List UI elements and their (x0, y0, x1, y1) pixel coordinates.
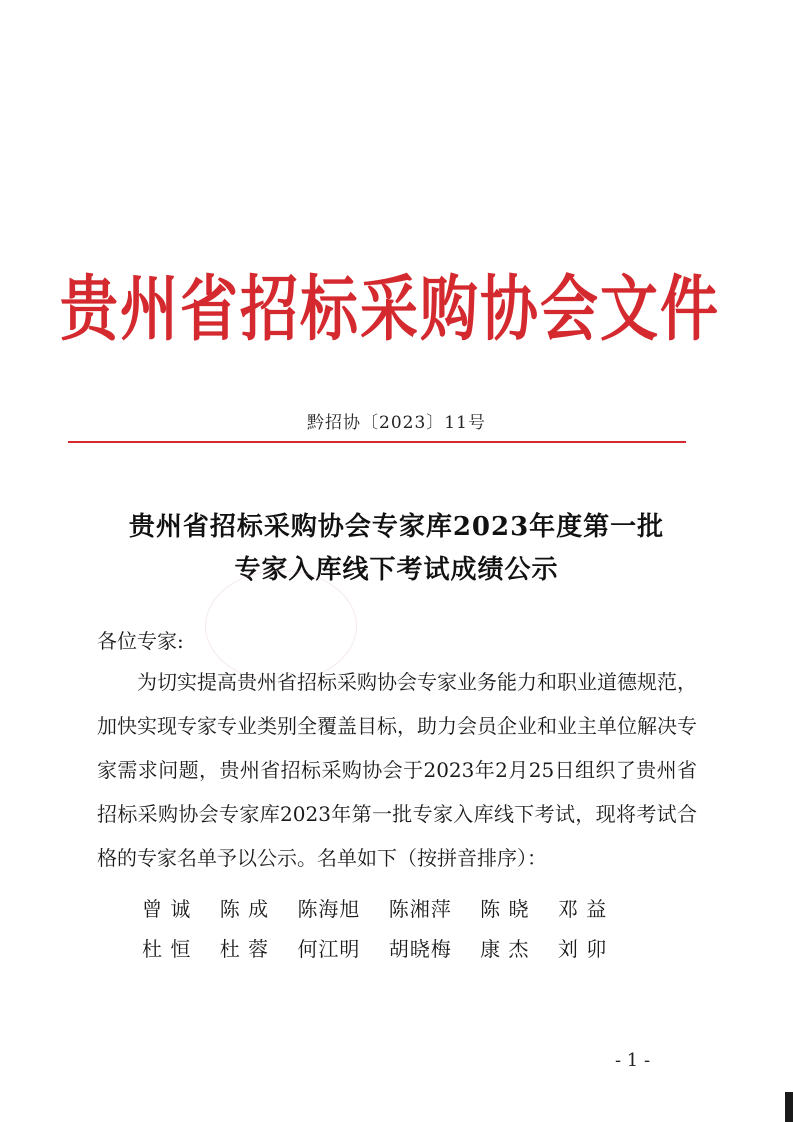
name-list-row-1 (142, 893, 629, 922)
expert-name: 曾 诚 (142, 897, 192, 921)
expert-name: 何江明 (297, 937, 361, 961)
notice-title-line-2: 专家入库线下考试成绩公示 (234, 555, 559, 585)
expert-name: 陈海旭 (297, 897, 361, 921)
salutation: 各位专家: (97, 629, 184, 653)
expert-name: 胡晓梅 (388, 937, 452, 961)
body-paragraph: 为切实提高贵州省招标采购协会专家业务能力和职业道德规范，加快实现专家专业类别全覆盖目标，助力会员企业和业主单位解决专家需求问题，贵州省招标采购协会于2023年2月25日组织了贵州省招标采购协会专家库2023年第一批专家入库线下考试，现将考试合格的专家名单予以公示。名单如下（按拼音排序）： (97, 670, 697, 870)
expert-name: 刘 卯 (557, 937, 608, 961)
expert-name: 康 杰 (480, 937, 530, 961)
expert-name: 杜 蓉 (219, 937, 270, 961)
expert-name: 杜 恒 (142, 937, 192, 961)
document-number: 黔招协〔2023〕11号 (307, 413, 486, 433)
expert-name: 陈 成 (219, 897, 270, 921)
page-number: - 1 - (615, 1050, 651, 1071)
expert-name: 陈 晓 (480, 897, 530, 921)
expert-name: 陈湘萍 (388, 897, 452, 921)
red-divider-line (68, 441, 686, 443)
notice-title-line-1: 贵州省招标采购协会专家库2023年度第一批 (128, 512, 665, 542)
letterhead-title: 贵州省招标采购协会文件 (60, 267, 721, 351)
expert-name: 邓 益 (557, 897, 608, 921)
name-list-row-2 (142, 933, 629, 962)
scan-edge-mark (785, 1092, 793, 1122)
